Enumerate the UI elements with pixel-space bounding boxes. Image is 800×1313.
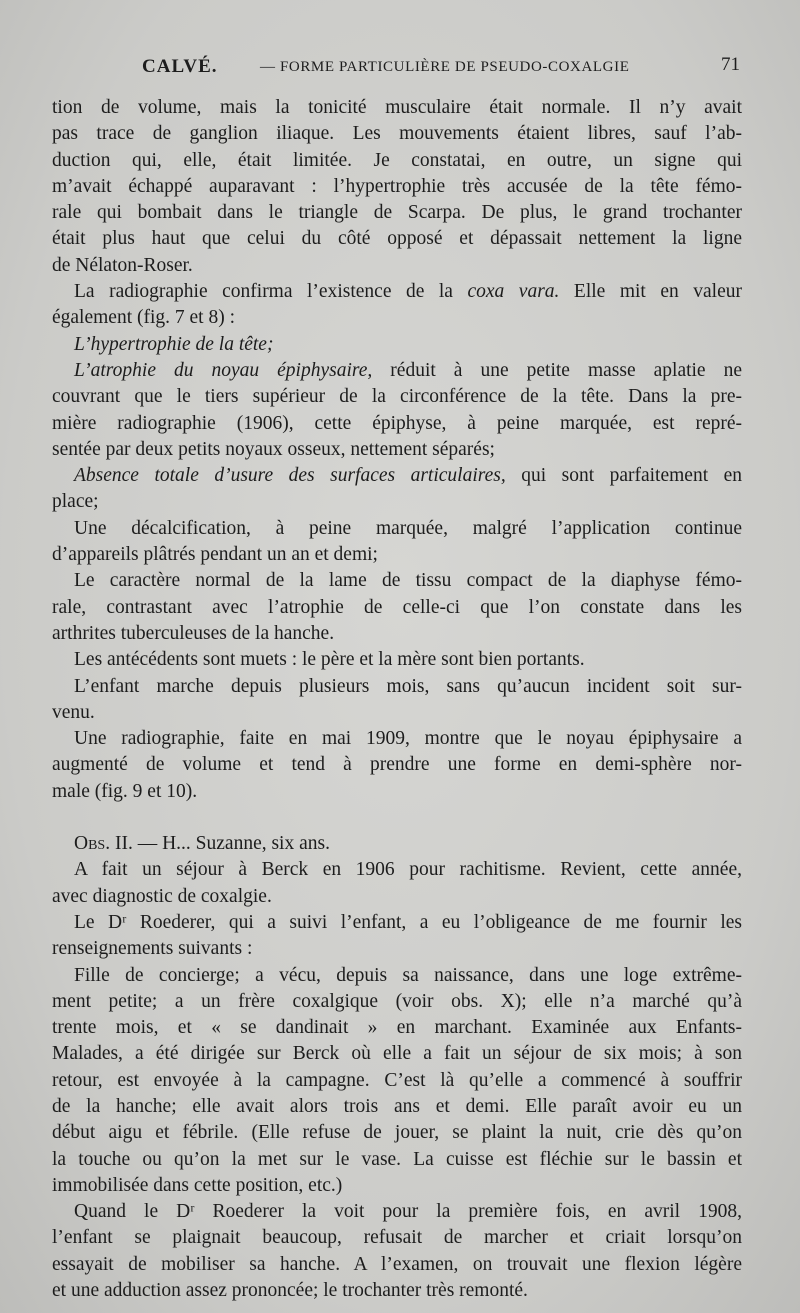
running-header [142,52,742,82]
text-line [52,437,742,463]
text-line [52,463,742,489]
text-run: Fille de concierge; a vécu, depuis sa naissance, dans une loge extrême- [74,964,742,986]
text-run: qui sont parfaitement en [505,465,742,487]
text-run: tion de volume, mais la tonicité musculaire était normale. Il n’y avait [52,97,742,118]
text-run: — H... Suzanne, six ans. [132,833,330,855]
text-line [52,542,742,568]
text-line [52,384,742,410]
text-line [52,936,742,962]
text-line [52,568,742,594]
text-line [52,411,742,437]
text-run: également (fig. 7 et 8) : [52,307,236,329]
italic-run: coxa vara. [467,281,560,303]
text-run: Le caractère normal de la lame de tissu compact de la diaphyse fémo- [74,570,742,592]
text-run: male (fig. 9 et 10). [52,780,198,802]
text-line [52,1173,742,1199]
text-line [52,305,742,331]
text-run: venu. [52,701,95,723]
paragraph-gap [52,805,742,831]
text-run: rale qui bombait dans le triangle de Scarpa. De plus, le grand trochanter [52,202,742,224]
text-run: m’avait échappé auparavant : l’hypertrophie très accusée de la tête fémo- [52,175,742,197]
text-line [52,884,742,910]
text-line [52,174,742,200]
text-run: Une radiographie, faite en mai 1909, montre que le noyau épiphysaire a [74,728,742,750]
text-line [52,857,742,883]
text-run: l’enfant se plaignait beaucoup, refusait de marcher et criait lorsqu’on [52,1227,742,1249]
text-line [52,332,742,358]
italic-run: Absence totale d’usure des surfaces articulaires, [74,465,506,487]
text-run: début aigu et fébrile. (Elle refuse de jouer, se plaint la nuit, crie dès qu’on [52,1122,742,1144]
text-line [52,1015,742,1041]
text-run: place; [52,491,99,513]
text-run: mière radiographie (1906), cette épiphyse, à peine marquée, est repré- [52,412,742,434]
text-line [52,200,742,226]
text-line [52,1147,742,1173]
text-run: pas trace de ganglion iliaque. Les mouvements étaient libres, sauf l’ab- [52,123,742,145]
text-line [52,95,742,121]
text-line [52,674,742,700]
text-line [52,752,742,778]
text-line [52,148,742,174]
text-run: ment petite; a un frère coxalgique (voir obs. X); elle n’a marché qu’à [52,990,742,1012]
text-run: arthrites tuberculeuses de la hanche. [52,622,335,644]
text-run: de la hanche; elle avait alors trois ans et demi. Elle paraît avoir eu un [52,1095,742,1117]
text-run: L’enfant marche depuis plusieurs mois, sans qu’aucun incident soit sur- [74,675,742,697]
text-line [52,1225,742,1251]
text-run: Malades, a été dirigée sur Berck où elle a fait un séjour de six mois; à son [52,1043,742,1065]
text-run: Le Dʳ Roederer, qui a suivi l’enfant, a eu l’obligeance de me fournir les [74,911,742,933]
text-line [52,358,742,384]
text-run: d’appareils plâtrés pendant un an et demi; [52,544,378,566]
text-run: La radiographie confirma l’existence de la [74,281,468,303]
text-line [52,1120,742,1146]
text-line [52,1068,742,1094]
text-run: avec diagnostic de coxalgie. [52,885,272,907]
text-run: rale, contrastant avec l’atrophie de celle-ci que l’on constate dans les [52,596,742,618]
header-author: CALVÉ. [142,56,218,77]
page-number: 71 [721,54,740,75]
text-run: et une adduction assez prononcée; le trochanter très remonté. [52,1280,528,1302]
text-line [52,226,742,252]
text-line [52,647,742,673]
text-run: A fait un séjour à Berck en 1906 pour rachitisme. Revient, cette année, [74,859,742,881]
italic-run: L’hypertrophie de la tête; [74,333,274,355]
observation-label: Obs. II. [74,833,133,855]
text-run: réduit à une petite masse aplatie ne [372,359,742,381]
text-line [52,489,742,515]
text-run: trente mois, et « se dandinait » en marchant. Examinée aux Enfants- [52,1017,742,1039]
text-line [52,910,742,936]
text-line [52,121,742,147]
text-line [52,595,742,621]
text-line [52,1041,742,1067]
text-line [52,621,742,647]
text-line [52,1278,742,1304]
text-line [52,831,742,857]
text-line [52,989,742,1015]
text-line [52,516,742,542]
text-run: Les antécédents sont muets : le père et la mère sont bien portants. [74,649,585,671]
text-run: la touche ou qu’on la met sur le vase. La cuisse est fléchie sur le bassin et [52,1148,742,1170]
text-line [52,963,742,989]
header-title: — FORME PARTICULIÈRE DE PSEUDO-COXALGIE [260,59,630,75]
text-line [52,726,742,752]
text-run: Elle mit en valeur [559,281,742,303]
italic-run: L’atrophie du noyau épiphysaire, [74,359,373,381]
text-run: couvrant que le tiers supérieur de la circonférence de la tête. Dans la pre- [52,386,742,408]
text-run: de Nélaton-Roser. [52,254,193,276]
text-run: retour, est envoyée à la campagne. C’est là qu’elle a commencé à souffrir [52,1069,742,1091]
text-line [52,253,742,279]
text-run: duction qui, elle, était limitée. Je constatai, en outre, un signe qui [52,149,742,171]
text-run: essayait de mobiliser sa hanche. A l’examen, on trouvait une flexion légère [52,1253,742,1275]
text-run: était plus haut que celui du côté opposé et dépassait nettement la ligne [52,228,742,250]
text-line [52,279,742,305]
text-run: immobilisée dans cette position, etc.) [52,1174,343,1196]
text-line [52,779,742,805]
text-run: Quand le Dʳ Roederer la voit pour la première fois, en avril 1908, [74,1201,742,1223]
text-line [52,1252,742,1278]
text-run: augmenté de volume et tend à prendre une forme en demi-sphère nor- [52,754,742,776]
text-run: sentée par deux petits noyaux osseux, nettement séparés; [52,438,495,460]
text-run: renseignements suivants : [52,938,253,960]
text-line [52,700,742,726]
text-line [52,1199,742,1225]
text-run: Une décalcification, à peine marquée, malgré l’application continue [74,517,742,539]
text-line [52,1094,742,1120]
body-text [52,95,742,1304]
